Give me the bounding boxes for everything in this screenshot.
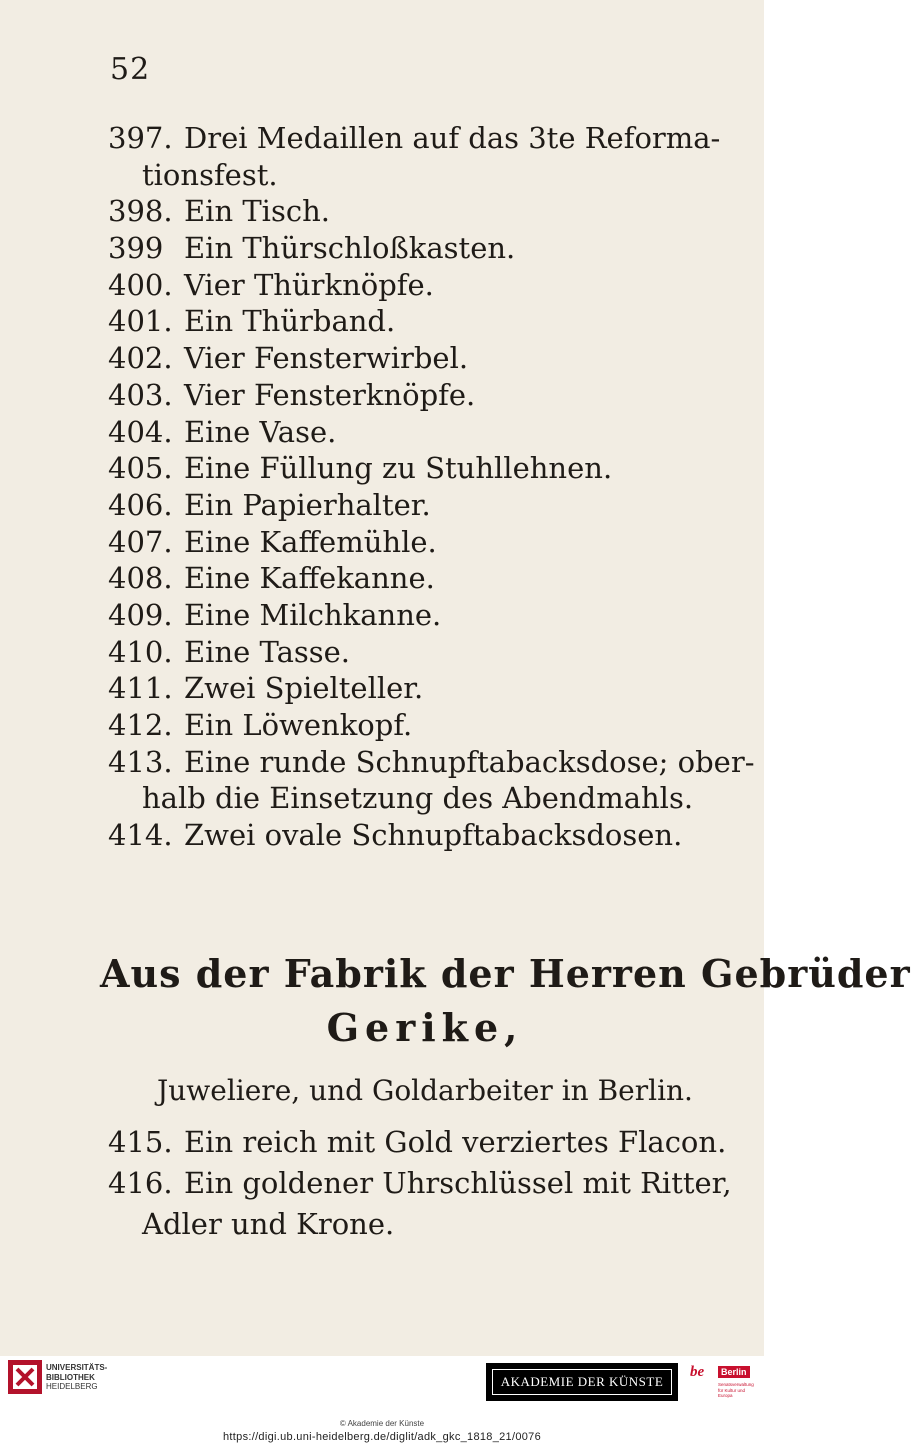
catalog-entry: [108, 1163, 748, 1204]
catalog-entry: [108, 120, 748, 157]
university-library-logo-icon: [8, 1360, 42, 1394]
catalog-entry: [108, 230, 748, 267]
entry-text: Vier Thürknöpfe.: [184, 267, 434, 302]
entry-number: 407.: [108, 524, 173, 559]
ub-line-3: HEIDELBERG: [46, 1382, 98, 1391]
entry-text: Vier Fensterwirbel.: [184, 341, 469, 376]
entry-text: Drei Medaillen auf das 3te Reforma-: [184, 121, 721, 155]
heading-line-2: Gerike,: [326, 1005, 524, 1050]
catalog-entry: [108, 193, 748, 230]
entry-text: Eine Füllung zu Stuhllehnen.: [184, 451, 613, 486]
entry-text: Ein Papierhalter.: [184, 487, 431, 522]
entry-text: Eine runde Schnupftabacksdose; ober-: [184, 744, 755, 779]
catalog-entry: [108, 560, 748, 597]
entry-number: 401.: [108, 304, 173, 339]
entry-text: Ein reich mit Gold verziertes Flacon.: [184, 1125, 727, 1159]
entry-number: 413.: [108, 744, 173, 779]
entry-text: Ein Thürband.: [184, 304, 396, 339]
entry-number: 399: [108, 231, 164, 266]
entry-text: Zwei ovale Schnupftabacksdosen.: [184, 818, 683, 853]
catalog-entry: [108, 744, 755, 781]
akademie-label: AKADEMIE DER KÜNSTE: [492, 1369, 673, 1395]
entry-text: Eine Kaffemühle.: [184, 524, 437, 559]
entry-continuation: Adler und Krone.: [142, 1207, 395, 1241]
ub-line-1: UNIVERSITÄTS-: [46, 1363, 108, 1372]
entry-number: 410.: [108, 634, 173, 669]
entry-text: Ein Thürschloßkasten.: [184, 231, 516, 266]
entry-text: Zwei Spielteller.: [184, 671, 424, 706]
catalog-entry: [108, 377, 748, 414]
entry-text: Vier Fensterknöpfe.: [184, 377, 476, 412]
entry-number: 398.: [108, 194, 173, 229]
permalink-url[interactable]: https://digi.ub.uni-heidelberg.de/diglit/adk_gkc_1818_21/0076: [223, 1431, 541, 1443]
catalog-entry: [108, 414, 748, 451]
entry-number: 400.: [108, 267, 173, 302]
catalog-entry: [108, 524, 748, 561]
entry-text: Eine Kaffekanne.: [184, 561, 435, 596]
section-heading: [100, 948, 911, 1116]
berlin-subtitle: [718, 1382, 756, 1399]
entry-number: 397.: [108, 121, 173, 155]
berlin-badge: Berlin: [718, 1366, 750, 1378]
catalog-entry: [108, 450, 748, 487]
catalog-entry: [108, 1122, 748, 1163]
entry-number: 403.: [108, 377, 173, 412]
entry-continuation: halb die Einsetzung des Abendmahls.: [142, 781, 694, 816]
page-number: 52: [110, 52, 151, 87]
catalog-entry: [108, 340, 748, 377]
berlin-senate-logo[interactable]: [686, 1362, 756, 1404]
entry-number: 414.: [108, 818, 173, 853]
catalog-entry: [108, 817, 748, 854]
entry-number: 412.: [108, 708, 173, 742]
entry-text: Eine Vase.: [184, 414, 337, 449]
entry-number: 406.: [108, 487, 173, 522]
subheading: Juweliere, und Goldarbeiter in Berlin.: [157, 1074, 693, 1107]
catalog-entry: [108, 597, 748, 634]
catalog-entry: [108, 707, 748, 744]
catalog-entry: [108, 303, 748, 340]
entry-text: Ein Löwenkopf.: [184, 708, 413, 742]
berlin-be-mark: be: [690, 1364, 705, 1380]
viewer-footer: [0, 1356, 764, 1449]
university-library-name: [46, 1363, 107, 1392]
akademie-logo[interactable]: [486, 1363, 678, 1401]
entry-number: 404.: [108, 414, 173, 449]
catalog-entry: [108, 670, 748, 707]
entry-text: Eine Tasse.: [184, 634, 351, 669]
ub-line-2: BIBLIOTHEK: [46, 1372, 95, 1382]
catalog-entries: [108, 120, 755, 854]
berlin-sub-line-1: Senatsverwaltung: [718, 1382, 754, 1387]
entry-text: Ein Tisch.: [184, 194, 330, 229]
entry-number: 415.: [108, 1125, 173, 1159]
berlin-sub-line-2: für Kultur und Europa: [718, 1387, 746, 1398]
entry-number: 402.: [108, 341, 173, 376]
heading-line-1: Aus der Fabrik der Herren Gebrüder: [100, 951, 911, 996]
catalog-entry: [108, 267, 748, 304]
entry-text: Eine Milchkanne.: [184, 597, 442, 632]
copyright-text: © Akademie der Künste: [339, 1419, 425, 1428]
entry-number: 416.: [108, 1166, 173, 1200]
entry-number: 408.: [108, 561, 173, 596]
entry-text: Ein goldener Uhrschlüssel mit Ritter,: [184, 1166, 732, 1200]
entry-continuation: tionsfest.: [142, 157, 278, 192]
catalog-entries-2: [108, 1122, 748, 1245]
catalog-entry: [108, 487, 748, 524]
entry-number: 409.: [108, 597, 173, 632]
catalog-entry: [108, 634, 748, 671]
entry-number: 405.: [108, 451, 173, 486]
entry-number: 411.: [108, 671, 173, 706]
